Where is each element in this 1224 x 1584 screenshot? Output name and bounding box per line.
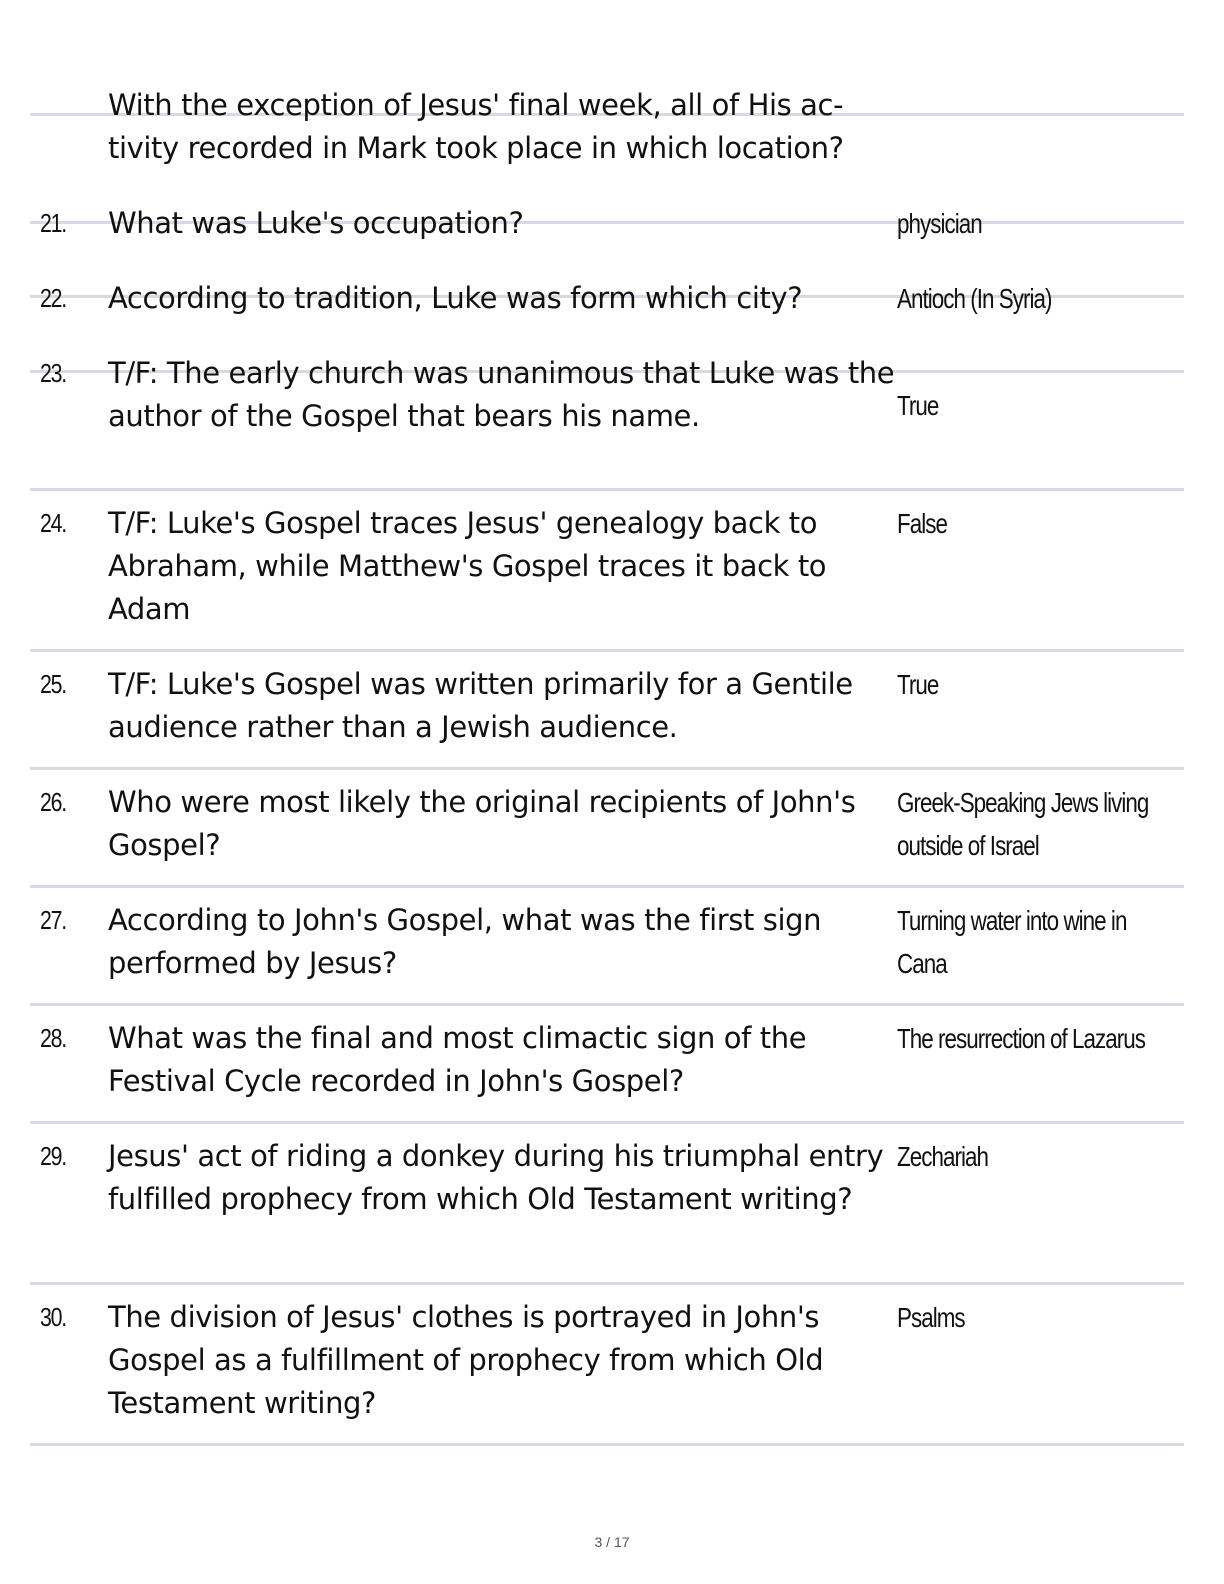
- question-text: The division of Jesus' clothes is portrayed in John's Gospel as a fulfillment of prophecy from which Old Testament writing?: [108, 1300, 824, 1420]
- question-text: According to tradition, Luke was form which city?: [108, 281, 803, 315]
- row-divider: [30, 1282, 1184, 1285]
- question-line: tivity recorded in Mark took place in which location?: [108, 131, 844, 165]
- answer-text: [897, 1135, 1161, 1178]
- question-number: 26.: [40, 787, 66, 817]
- row-divider: [30, 488, 1184, 491]
- question-text: According to John's Gospel, what was the first sign performed by Jesus?: [108, 903, 822, 980]
- answer-text: [897, 502, 1161, 545]
- answer-text: [897, 202, 1161, 245]
- answer-text: [897, 1296, 1161, 1339]
- question-number: 25.: [40, 669, 66, 699]
- row-divider: [30, 649, 1184, 652]
- question-number: 22.: [40, 283, 66, 313]
- question-text: T/F: The early church was unanimous that Luke was the author of the Gospel that bears his name.: [108, 356, 895, 433]
- answer-text: [897, 781, 1161, 867]
- question-text: T/F: Luke's Gospel traces Jesus' genealogy back to Abraham, while Matthew's Gospel traces it back to Adam: [108, 506, 827, 626]
- answer-value: Greek-Speaking Jews living outside of Israel: [897, 787, 1149, 861]
- answer-text: [897, 899, 1161, 985]
- answer-value: Zechariah: [897, 1141, 988, 1172]
- row-divider: [30, 1121, 1184, 1124]
- answer-value: The resurrection of Lazarus: [897, 1023, 1145, 1054]
- answer-value: Psalms: [897, 1302, 965, 1333]
- answer-text: [897, 663, 1161, 706]
- answer-value: Antioch (In Syria): [897, 283, 1052, 314]
- question-number: 21.: [40, 208, 66, 238]
- question-text: [108, 84, 898, 170]
- question-text: What was the final and most climactic sign of the Festival Cycle recorded in John's Gospel?: [108, 1021, 807, 1098]
- answer-value: Turning water into wine in Cana: [897, 905, 1127, 979]
- answer-text: [897, 384, 1161, 427]
- answer-text: [897, 1017, 1161, 1060]
- question-number: 27.: [40, 905, 66, 935]
- question-text: Who were most likely the original recipients of John's Gospel?: [108, 785, 856, 862]
- question-text: T/F: Luke's Gospel was written primarily for a Gentile audience rather than a Jewish audience.: [108, 667, 853, 744]
- answer-value: physician: [897, 208, 982, 239]
- row-divider: [30, 885, 1184, 888]
- question-number: 30.: [40, 1302, 66, 1332]
- answer-value: True: [897, 390, 939, 421]
- question-line: With the exception of Jesus' final week, all of His ac-: [108, 88, 844, 122]
- answer-value: False: [897, 508, 947, 539]
- question-number: 29.: [40, 1141, 66, 1171]
- answer-value: True: [897, 669, 939, 700]
- question-text: Jesus' act of riding a donkey during his triumphal entry fulfilled prophecy from which Old Testament writing?: [108, 1139, 884, 1216]
- answer-text: [897, 277, 1161, 320]
- row-divider: [30, 767, 1184, 770]
- question-number: 28.: [40, 1023, 66, 1053]
- row-divider: [30, 1443, 1184, 1446]
- question-number: 23.: [40, 358, 66, 388]
- page-indicator: 3 / 17: [594, 1534, 630, 1550]
- question-number: 24.: [40, 508, 66, 538]
- row-divider: [30, 1003, 1184, 1006]
- question-text: What was Luke's occupation?: [108, 206, 524, 240]
